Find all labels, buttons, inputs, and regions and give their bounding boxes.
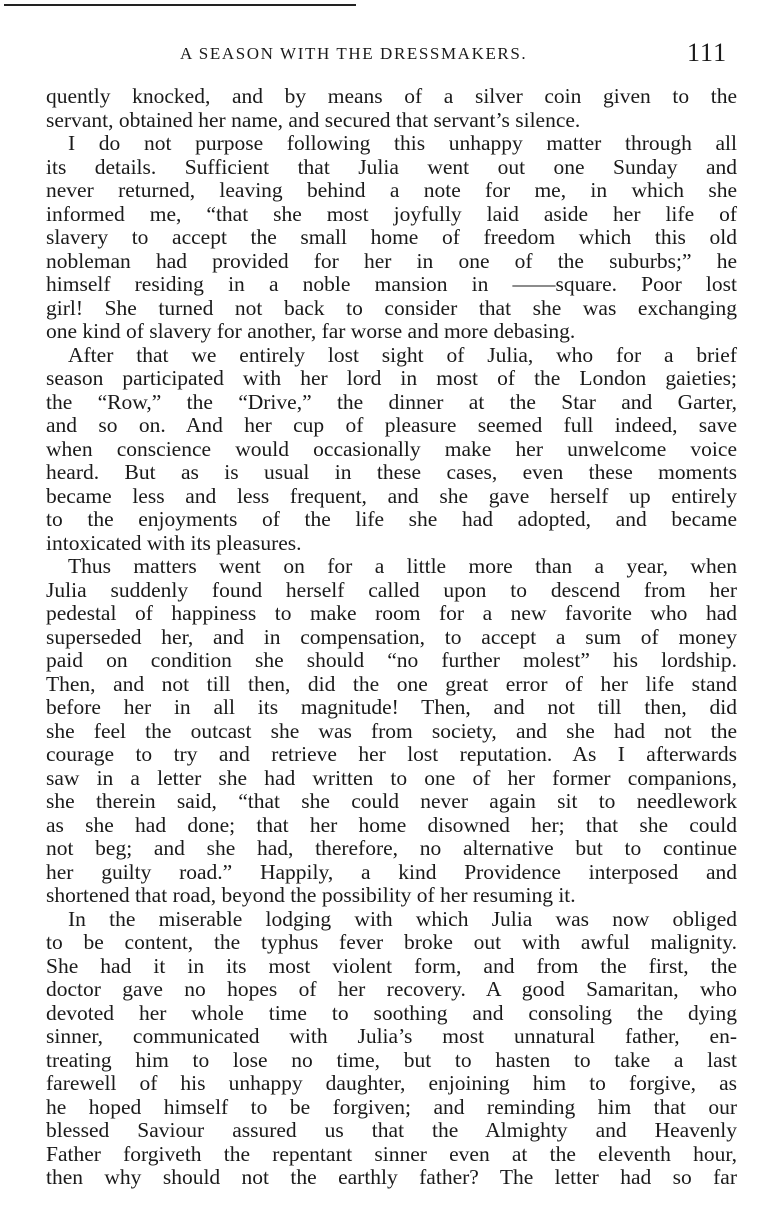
text-line: girl! She turned not back to consider that she was exchanging: [46, 295, 737, 320]
paragraph-start-line: I do not purpose following this unhappy matter through all: [68, 131, 737, 155]
text-line: she feel the outcast she was from society, and she had not the: [46, 718, 737, 743]
running-head: [0, 40, 777, 70]
page-number: 111: [687, 38, 728, 67]
text-line: Father forgiveth the repentant sinner even at the eleventh hour,: [46, 1141, 737, 1166]
text-line: blessed Saviour assured us that the Almighty and Heavenly: [46, 1118, 737, 1142]
text-line: not beg; and she had, therefore, no alternative but to continue: [46, 836, 737, 860]
text-line: himself residing in a noble mansion in ——square. Poor lost: [46, 272, 737, 296]
text-line: and so on. And her cup of pleasure seemed full indeed, save: [46, 413, 737, 437]
text-line: courage to try and retrieve her lost reputation. As I afterwards: [46, 742, 737, 766]
text-line: She had it in its most violent form, and from the first, the: [46, 953, 737, 978]
text-line: before her in all its magnitude! Then, and not till then, did: [46, 695, 737, 719]
text-line: to be content, the typhus fever broke out with awful malignity.: [46, 930, 737, 954]
text-line: heard. But as is usual in these cases, even these moments: [46, 460, 737, 484]
text-line: saw in a letter she had written to one of her former companions,: [46, 765, 737, 790]
text-line: farewell of his unhappy daughter, enjoining him to forgive, as: [46, 1071, 737, 1095]
text-line: superseded her, and in compensation, to accept a sum of money: [46, 624, 737, 649]
text-line: she therein said, “that she could never again sit to needlework: [46, 789, 737, 813]
text-line: Then, and not till then, did the one great error of her life stand: [46, 671, 737, 696]
body-text: [46, 85, 737, 1190]
text-line: informed me, “that she most joyfully laid aside her life of: [46, 201, 737, 226]
text-line: he hoped himself to be forgiven; and reminding him that our: [46, 1094, 737, 1119]
text-line: her guilty road.” Happily, a kind Providence interposed and: [46, 859, 737, 884]
text-line: pedestal of happiness to make room for a new favorite who had: [46, 601, 737, 625]
paragraph-start-line: Thus matters went on for a little more than a year, when: [68, 554, 737, 578]
text-line: became less and less frequent, and she gave herself up entirely: [46, 483, 737, 508]
running-title: A SEASON WITH THE DRESSMAKERS.: [180, 44, 528, 63]
text-line: doctor gave no hopes of her recovery. A good Samaritan, who: [46, 977, 737, 1001]
text-line: when conscience would occasionally make her unwelcome voice: [46, 436, 737, 461]
paragraph-start-line: After that we entirely lost sight of Julia, who for a brief: [68, 342, 737, 367]
text-line: season participated with her lord in most of the London gaieties;: [46, 366, 737, 390]
text-line: nobleman had provided for her in one of the suburbs;” he: [46, 248, 737, 273]
text-line: then why should not the earthly father? The letter had so far: [46, 1165, 737, 1189]
text-line: one kind of slavery for another, far worse and more debasing.: [46, 319, 576, 343]
text-line: servant, obtained her name, and secured that servant’s silence.: [46, 107, 581, 132]
text-line: paid on condition she should “no further molest” his lordship.: [46, 648, 737, 672]
text-line: its details. Sufficient that Julia went out one Sunday and: [46, 154, 737, 179]
text-line: as she had done; that her home disowned her; that she could: [46, 812, 737, 837]
text-line: slavery to accept the small home of freedom which this old: [46, 225, 737, 249]
text-line: the “Row,” the “Drive,” the dinner at the Star and Garter,: [46, 389, 737, 414]
text-line: shortened that road, beyond the possibility of her resuming it.: [46, 883, 576, 907]
paragraph-start-line: In the miserable lodging with which Julia was now obliged: [68, 906, 737, 931]
text-line: sinner, communicated with Julia’s most unnatural father, en-: [46, 1024, 737, 1048]
text-line: quently knocked, and by means of a silver coin given to the: [46, 84, 737, 108]
text-line: never returned, leaving behind a note for me, in which she: [46, 178, 737, 202]
text-line: to the enjoyments of the life she had adopted, and became: [46, 507, 737, 531]
text-line: intoxicated with its pleasures.: [46, 530, 302, 555]
text-line: Julia suddenly found herself called upon to descend from her: [46, 577, 737, 602]
text-line: treating him to lose no time, but to hasten to take a last: [46, 1047, 737, 1072]
top-rule: [4, 4, 356, 6]
text-line: devoted her whole time to soothing and consoling the dying: [46, 1000, 737, 1025]
